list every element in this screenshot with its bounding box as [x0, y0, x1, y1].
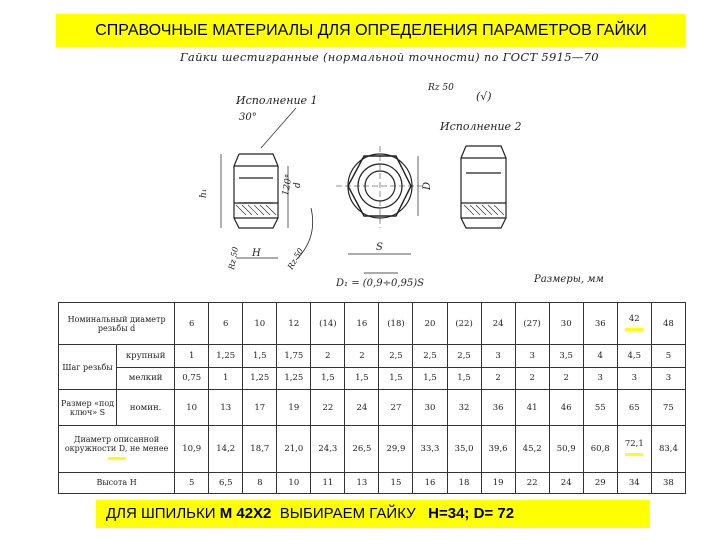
table-cell: 19 — [481, 472, 515, 493]
table-cell: 1,25 — [277, 367, 311, 389]
table-cell: 1,5 — [379, 367, 413, 389]
table-row-key-size — [59, 390, 686, 426]
table-cell: (14) — [311, 303, 345, 345]
roughness-left: Rz 50 — [227, 246, 240, 271]
table-cell: 33,3 — [413, 426, 447, 473]
table-cell: 3 — [617, 367, 651, 389]
table-cell: 16 — [413, 472, 447, 493]
table-cell: 65 — [617, 390, 651, 426]
table-cell: 13 — [209, 390, 243, 426]
nut-dimensions-table — [58, 302, 686, 494]
table-cell: 36 — [481, 390, 515, 426]
footer-result: Н=34; D= 72 — [428, 505, 515, 522]
footer-prefix: ДЛЯ ШПИЛЬКИ — [106, 505, 220, 522]
table-cell: 1,75 — [277, 345, 311, 367]
table-cell: 3 — [515, 345, 549, 367]
table-cell: 3 — [481, 345, 515, 367]
table-cell: 1,25 — [209, 345, 243, 367]
table-cell: 15 — [379, 472, 413, 493]
table-cell: 18 — [447, 472, 481, 493]
row-label-pitch: Шаг резьбы — [59, 345, 117, 390]
footer-middle: ВЫБИРАЕМ ГАЙКУ — [271, 505, 429, 522]
table-cell: 17 — [243, 390, 277, 426]
bottom-banner — [96, 500, 650, 528]
table-cell: 1,5 — [447, 367, 481, 389]
table-cell-highlight: 42 — [617, 303, 651, 345]
table-cell: 30 — [549, 303, 583, 345]
table-cell: 4 — [583, 345, 617, 367]
table-cell: 10 — [175, 390, 209, 426]
table-cell: 10 — [277, 472, 311, 493]
table-cell: 34 — [617, 472, 651, 493]
roughness-right: Rz 50 — [285, 246, 306, 271]
table-cell: 2 — [481, 367, 515, 389]
table-cell: 1 — [175, 345, 209, 367]
highlight-mark — [625, 453, 643, 456]
table-cell: 24 — [549, 472, 583, 493]
top-banner: СПРАВОЧНЫЕ МАТЕРИАЛЫ ДЛЯ ОПРЕДЕЛЕНИЯ ПАРАМЕТРОВ ГАЙКИ — [56, 14, 686, 47]
table-cell: 27 — [379, 390, 413, 426]
table-cell: 38 — [651, 472, 685, 493]
table-cell: 2,5 — [447, 345, 481, 367]
table-cell: 13 — [345, 472, 379, 493]
table-cell: 6 — [175, 303, 209, 345]
table-cell: 1,25 — [243, 367, 277, 389]
table-row-height — [59, 472, 686, 493]
row-label-diameter: Номинальный диаметр резьбы d — [59, 303, 175, 345]
row-label-key-size: Размер «под ключ» S — [59, 390, 117, 426]
table-cell: 2 — [311, 345, 345, 367]
row-label-key-param: номин. — [117, 390, 175, 426]
table-cell: 1,5 — [413, 367, 447, 389]
D-label: D — [422, 181, 433, 190]
table-cell: 1,5 — [345, 367, 379, 389]
table-cell: 0,75 — [175, 367, 209, 389]
table-cell: 22 — [515, 472, 549, 493]
table-cell: (22) — [447, 303, 481, 345]
table-cell: 60,8 — [583, 426, 617, 473]
table-cell: 6 — [209, 303, 243, 345]
table-cell: 16 — [345, 303, 379, 345]
table-row-pitch-coarse — [59, 345, 686, 367]
table-cell: 5 — [175, 472, 209, 493]
table-cell: 75 — [651, 390, 685, 426]
variant1-label: Исполнение 1 — [236, 94, 318, 107]
table-cell-highlight: 72,1 — [617, 426, 651, 473]
table-cell: 2 — [515, 367, 549, 389]
table-cell: 55 — [583, 390, 617, 426]
table-cell: 3 — [583, 367, 617, 389]
footer-bolt: М 42Х2 — [219, 505, 272, 522]
table-row-pitch-fine — [59, 367, 686, 389]
table-row-circle-diameter — [59, 426, 686, 473]
table-cell: 26,5 — [345, 426, 379, 473]
S-label: S — [376, 242, 383, 253]
front-hex-view — [336, 146, 426, 273]
table-cell: 22 — [311, 390, 345, 426]
table-cell: 1,5 — [311, 367, 345, 389]
table-cell: 2 — [345, 345, 379, 367]
table-row-diameter — [59, 303, 686, 345]
row-label-fine: мелкий — [117, 367, 175, 389]
table-cell: 83,4 — [651, 426, 685, 473]
table-cell: 12 — [277, 303, 311, 345]
variant2-side-view — [461, 146, 506, 228]
highlight-mark — [108, 457, 126, 460]
table-cell: 30 — [413, 390, 447, 426]
table-cell: (27) — [515, 303, 549, 345]
roughness-mark: (√) — [476, 90, 492, 103]
table-cell: 8 — [243, 472, 277, 493]
table-cell: 32 — [447, 390, 481, 426]
H-label: H — [252, 248, 261, 259]
table-cell: 3,5 — [549, 345, 583, 367]
table-cell: 46 — [549, 390, 583, 426]
roughness-label: Rz 50 — [428, 83, 454, 93]
table-cell: 29 — [583, 472, 617, 493]
row-label-coarse: крупный — [117, 345, 175, 367]
table-cell: 4,5 — [617, 345, 651, 367]
h1-label: h₁ — [199, 188, 209, 198]
units-label: Размеры, мм — [534, 274, 604, 285]
table-cell: 24 — [345, 390, 379, 426]
row-label-circle: Диаметр описанной окружности D, не менее — [59, 426, 175, 473]
table-cell: 14,2 — [209, 426, 243, 473]
angle-30-label: 30° — [239, 112, 257, 123]
table-cell: 45,2 — [515, 426, 549, 473]
variant2-label: Исполнение 2 — [440, 120, 522, 133]
table-cell: 2,5 — [413, 345, 447, 367]
table-cell: 20 — [413, 303, 447, 345]
gost-title: Гайки шестигранные (нормальной точности) по ГОСТ 5915—70 — [180, 50, 599, 64]
table-cell: 35,0 — [447, 426, 481, 473]
table-cell: 3 — [651, 367, 685, 389]
table-cell: 6,5 — [209, 472, 243, 493]
table-cell: 11 — [311, 472, 345, 493]
table-cell: 36 — [583, 303, 617, 345]
d1-formula: D₁ = (0,9÷0,95)S — [336, 278, 424, 289]
table-cell: 2,5 — [379, 345, 413, 367]
table-cell: 10 — [243, 303, 277, 345]
table-cell: 24,3 — [311, 426, 345, 473]
angle-120-label: 120° — [281, 173, 295, 197]
table-cell: 50,9 — [549, 426, 583, 473]
highlight-mark — [625, 328, 643, 331]
table-cell: 18,7 — [243, 426, 277, 473]
table-cell: 21,0 — [277, 426, 311, 473]
table-cell: (18) — [379, 303, 413, 345]
d-label: d — [293, 182, 303, 188]
table-cell: 19 — [277, 390, 311, 426]
table-cell: 29,9 — [379, 426, 413, 473]
table-cell: 24 — [481, 303, 515, 345]
table-cell: 2 — [549, 367, 583, 389]
table-cell: 5 — [651, 345, 685, 367]
table-cell: 10,9 — [175, 426, 209, 473]
table-cell: 41 — [515, 390, 549, 426]
table-cell: 39,6 — [481, 426, 515, 473]
table-cell: 1 — [209, 367, 243, 389]
table-cell: 48 — [651, 303, 685, 345]
row-label-height: Высота H — [59, 472, 175, 493]
table-cell: 1,5 — [243, 345, 277, 367]
